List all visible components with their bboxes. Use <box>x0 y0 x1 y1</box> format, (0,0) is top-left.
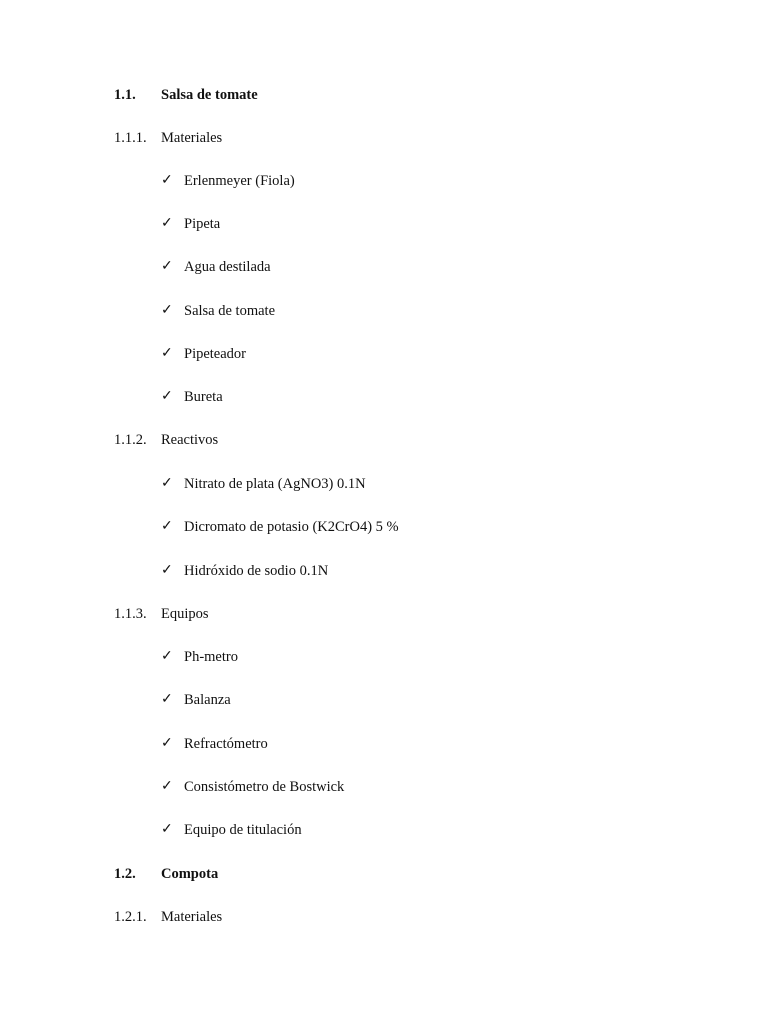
checkmark-icon: ✓ <box>161 476 173 491</box>
list-item-text: Balanza <box>184 692 231 708</box>
section-number: 1.2. <box>114 866 136 882</box>
list-item-text: Refractómetro <box>184 736 268 752</box>
checkmark-icon: ✓ <box>161 346 173 361</box>
list-item-text: Nitrato de plata (AgNO3) 0.1N <box>184 476 366 492</box>
checkmark-icon: ✓ <box>161 692 173 707</box>
checkmark-icon: ✓ <box>161 389 173 404</box>
section-number: 1.1. <box>114 87 136 103</box>
checkmark-icon: ✓ <box>161 563 173 578</box>
checkmark-icon: ✓ <box>161 173 173 188</box>
list-item-text: Agua destilada <box>184 259 271 275</box>
subsection-title: Materiales <box>161 909 223 925</box>
checkmark-icon: ✓ <box>161 216 173 231</box>
list-item-text: Pipeta <box>184 216 221 232</box>
subsection-title: Reactivos <box>161 432 219 448</box>
list-item-text: Dicromato de potasio (K2CrO4) 5 % <box>184 519 399 535</box>
subsection-number: 1.2.1. <box>114 909 147 925</box>
checkmark-icon: ✓ <box>161 519 173 534</box>
checkmark-icon: ✓ <box>161 736 173 751</box>
subsection-title: Materiales <box>161 130 223 146</box>
checkmark-icon: ✓ <box>161 649 173 664</box>
subsection-title: Equipos <box>161 606 209 622</box>
list-item-text: Ph-metro <box>184 649 238 665</box>
list-item-text: Erlenmeyer (Fiola) <box>184 173 295 189</box>
subsection-number: 1.1.1. <box>114 130 147 146</box>
list-item-text: Equipo de titulación <box>184 822 302 838</box>
checkmark-icon: ✓ <box>161 822 173 837</box>
list-item-text: Consistómetro de Bostwick <box>184 779 345 795</box>
list-item-text: Bureta <box>184 389 223 405</box>
checkmark-icon: ✓ <box>161 259 173 274</box>
section-title: Salsa de tomate <box>161 87 258 103</box>
checkmark-icon: ✓ <box>161 779 173 794</box>
subsection-number: 1.1.3. <box>114 606 147 622</box>
section-title: Compota <box>161 866 219 882</box>
list-item-text: Pipeteador <box>184 346 247 362</box>
subsection-number: 1.1.2. <box>114 432 147 448</box>
list-item-text: Salsa de tomate <box>184 303 276 319</box>
checkmark-icon: ✓ <box>161 303 173 318</box>
list-item-text: Hidróxido de sodio 0.1N <box>184 563 329 579</box>
